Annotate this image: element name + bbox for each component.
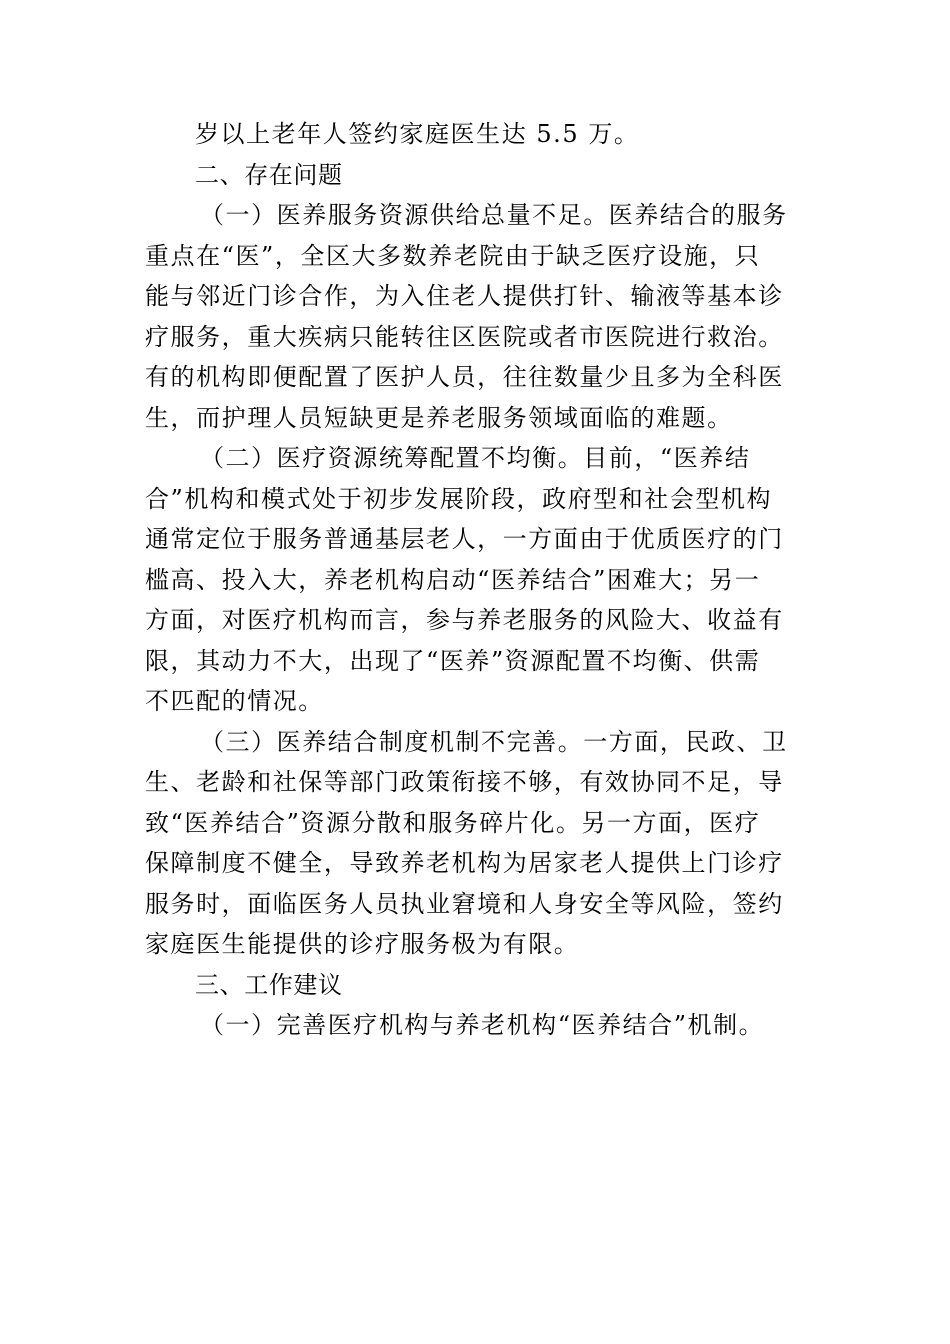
paragraph-line: （二）医疗资源统筹配置不均衡。目前，“医养结 [200, 444, 751, 472]
section-2-paragraph-1 [145, 195, 807, 438]
paragraph-line: 家庭医生能提供的诊疗服务极为有限。 [145, 930, 580, 958]
section-2-paragraph-3 [145, 722, 807, 965]
section-3-paragraph-1: （一）完善医疗机构与养老机构“医养结合”机制。 [200, 1011, 765, 1039]
paragraph-line: （三）医养结合制度机制不完善。一方面，民政、卫 [200, 727, 788, 756]
section-3-heading: 三、工作建议 [195, 970, 343, 999]
paragraph-line: 通常定位于服务普通基层老人，一方面由于优质医疗的门 [145, 525, 784, 553]
paragraph-line: 限，其动力不大，出现了“医养”资源配置不均衡、供需 [145, 646, 761, 675]
intro-line: 岁以上老年人签约家庭医生达 5.5 万。 [195, 120, 640, 148]
section-2-heading: 二、存在问题 [195, 160, 343, 189]
paragraph-line: 生、老龄和社保等部门政策衔接不够，有效协同不足，导 [145, 768, 784, 796]
document-body [145, 114, 807, 1046]
paragraph-line: 槛高、投入大，养老机构启动“医养结合”困难大；另一 [145, 565, 761, 594]
paragraph-line: 不匹配的情况。 [145, 687, 324, 715]
section-2-paragraph-2 [145, 438, 807, 722]
paragraph-line: 方面，对医疗机构而言，参与养老服务的风险大、收益有 [145, 606, 784, 634]
paragraph-line: （一）医养服务资源供给总量不足。医养结合的服务 [200, 201, 788, 229]
paragraph-line: 服务时，面临医务人员执业窘境和人身安全等风险，签约 [145, 889, 784, 918]
paragraph-line: 重点在“医”，全区大多数养老院由于缺乏医疗设施，只 [145, 241, 761, 270]
paragraph-line: 能与邻近门诊合作，为入住老人提供打针、输液等基本诊 [145, 282, 784, 310]
paragraph-line: 致“医养结合”资源分散和服务碎片化。另一方面，医疗 [145, 808, 761, 837]
paragraph-line: 合”机构和模式处于初步发展阶段，政府型和社会型机构 [145, 484, 773, 513]
paragraph-line: 疗服务，重大疾病只能转往区医院或者市医院进行救治。 [145, 322, 784, 351]
paragraph-line: 保障制度不健全，导致养老机构为居家老人提供上门诊疗 [145, 849, 784, 877]
paragraph-line: 有的机构即便配置了医护人员，往往数量少且多为全科医 [145, 363, 784, 391]
paragraph-line: 生，而护理人员短缺更是养老服务领域面临的难题。 [145, 403, 733, 432]
